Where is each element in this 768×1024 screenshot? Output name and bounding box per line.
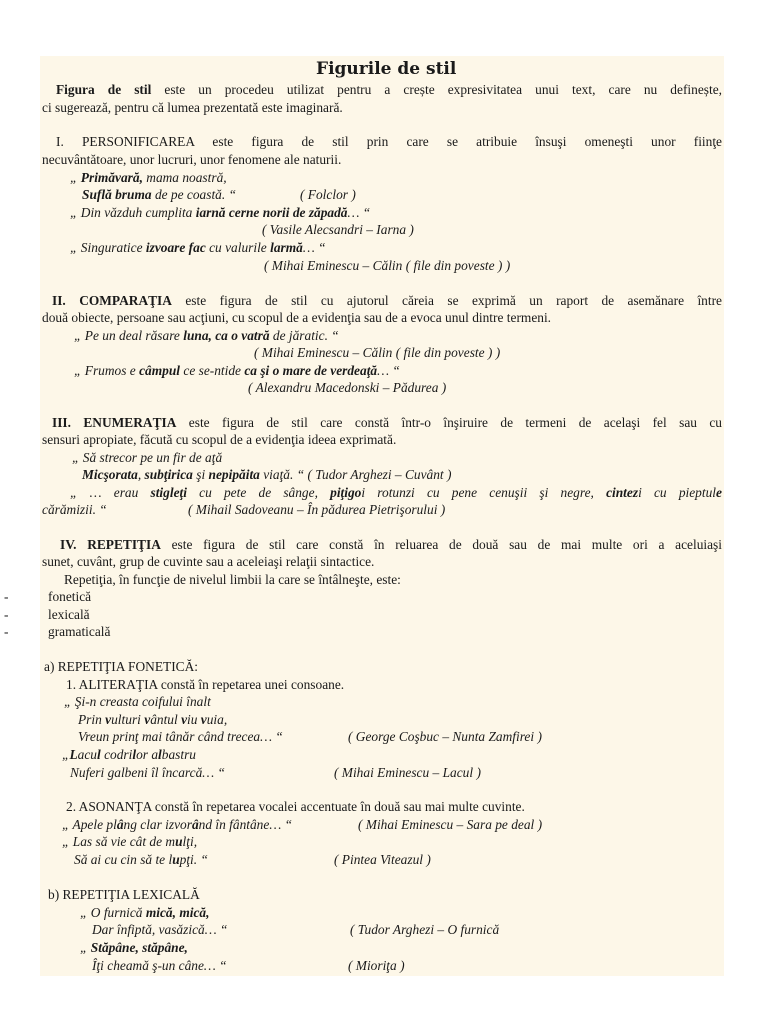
- personificarea-example-1: „ Primăvară, mama noastră,: [70, 170, 227, 185]
- enumeratia-def-1: III. ENUMERAŢIA este figura de stil care constă într-o înşiruire de termeni de acelaşi fel sau cu: [52, 415, 722, 430]
- personificarea-def-2: necuvântătoare, unor lucruri, unor fenomene ale naturii.: [42, 152, 342, 167]
- enumeratia-def-2: sensuri apropiate, făcută cu scopul de a evidenţia ideea exprimată.: [42, 432, 397, 447]
- enumeratia-example-1: „ Să strecor pe un fir de aţă: [72, 450, 223, 465]
- alliteration-definition: 1. ALITERAŢIA constă în repetarea unei consoane.: [66, 677, 345, 692]
- assonance-example-1: „ Apele plâng clar izvorând în fântâne… “: [62, 817, 293, 832]
- repetitia-heading: IV. REPETIŢIA: [60, 537, 161, 552]
- list-item: lexicală: [48, 607, 90, 622]
- enumeratia-source: ( Mihail Sadoveanu – În pădurea Pietrişorului ): [188, 502, 446, 517]
- enumeratia-example-2: Micşorata, subţirica şi nepipăita viaţă. “ ( Tudor Arghezi – Cuvânt ): [82, 467, 452, 482]
- comparatia-source-2: ( Alexandru Macedonski – Pădurea ): [248, 380, 447, 395]
- lexicala-example-1: „ O furnică mică, mică,: [80, 905, 210, 920]
- personificarea-source-3: ( Mihai Eminescu – Călin ( file din poveste ) ): [264, 258, 511, 273]
- alliteration-source-1: ( George Coşbuc – Nunta Zamfirei ): [348, 729, 542, 744]
- comparatia-example-2: „ Frumos e câmpul ce se-ntide ca şi o mare de verdeaţă… “: [74, 363, 400, 378]
- personificarea-heading: I. PERSONIFICAREA: [56, 134, 195, 149]
- lexicala-source-1: ( Tudor Arghezi – O furnică: [350, 922, 500, 937]
- personificarea-source-1: ( Folclor ): [300, 187, 356, 202]
- comparatia-source-1: ( Mihai Eminescu – Călin ( file din poveste ) ): [254, 345, 501, 360]
- lexicala-example-2: Dar înfiptă, vasăzică… “: [92, 922, 228, 937]
- alliteration-example-1: „ Şi-n creasta coifului înalt: [64, 694, 211, 709]
- enumeratia-heading: III. ENUMERAŢIA: [52, 415, 177, 430]
- list-item-dash: -: [4, 624, 9, 639]
- assonance-source-1: ( Mihai Eminescu – Sara pe deal ): [358, 817, 543, 832]
- comparatia-example-1: „ Pe un deal răsare luna, ca o vatră de jăratic. “: [74, 328, 339, 343]
- page-title: Figurile de stil: [316, 59, 457, 79]
- assonance-definition: 2. ASONANŢA constă în repetarea vocalei accentuate în două sau mai multe cuvinte.: [66, 799, 525, 814]
- list-item: gramaticală: [48, 624, 111, 639]
- intro-term: Figura de stil: [56, 82, 152, 97]
- alliteration-example-2: Prin vulturi vântul viu vuia,: [78, 712, 228, 727]
- comparatia-heading: II. COMPARAŢIA: [52, 293, 172, 308]
- assonance-source-2: ( Pintea Viteazul ): [334, 852, 431, 867]
- lexicala-source-2: ( Mioriţa ): [348, 958, 405, 973]
- personificarea-example-2: Suflă bruma de pe coastă. “: [82, 187, 237, 202]
- alliteration-source-2: ( Mihai Eminescu – Lacul ): [334, 765, 481, 780]
- personificarea-def-1: I. PERSONIFICAREA este figura de stil prin care se atribuie însuşi omeneşti unor fiinţe: [56, 134, 722, 149]
- enumeratia-example-4: cărămizii. “: [42, 502, 107, 517]
- list-item: fonetică: [48, 589, 92, 604]
- alliteration-example-5: Nuferi galbeni îl încarcă… “: [70, 765, 225, 780]
- intro-line-2: ci sugerează, pentru că lumea prezentată este imaginară.: [42, 100, 343, 115]
- intro-line-1: Figura de stil este un procedeu utilizat pentru a crește expresivitatea unui text, care nu definește,: [56, 82, 722, 97]
- lexicala-heading: b) REPETIŢIA LEXICALĂ: [48, 887, 200, 902]
- comparatia-def-1: II. COMPARAŢIA este figura de stil cu ajutorul căreia se exprimă un raport de asemănare între: [52, 293, 722, 308]
- alliteration-example-4: „Lacul codrilor albastru: [62, 747, 196, 762]
- fonetica-heading: a) REPETIŢIA FONETICĂ:: [44, 659, 198, 674]
- repetitia-def-2: sunet, cuvânt, grup de cuvinte sau a aceleiaşi relaţii sintactice.: [42, 554, 375, 569]
- list-item-dash: -: [4, 589, 9, 604]
- enumeratia-example-3: „ … erau stigleţi cu pete de sânge, piţigoi rotunzi cu pene cenuşii şi negre, cintezi cu pieptule: [70, 485, 722, 500]
- personificarea-example-4: „ Singuratice izvoare fac cu valurile larmă… “: [70, 240, 326, 255]
- repetitia-def-1: IV. REPETIŢIA este figura de stil care constă în reluarea de două sau de mai multe ori a aceluiaşi: [60, 537, 722, 552]
- lexicala-example-4: Îţi cheamă ş-un câne… “: [92, 958, 227, 973]
- assonance-example-3: Să ai cu cin să te lupţi. “: [74, 852, 208, 867]
- list-item-dash: -: [4, 607, 9, 622]
- assonance-example-2: „ Las să vie cât de mulţi,: [62, 834, 198, 849]
- personificarea-source-2: ( Vasile Alecsandri – Iarna ): [262, 222, 414, 237]
- lexicala-example-3: „ Stăpâne, stăpâne,: [80, 940, 188, 955]
- personificarea-example-3: „ Din văzduh cumplita iarnă cerne norii de zăpadă… “: [70, 205, 371, 220]
- repetitia-def-3: Repetiţia, în funcţie de nivelul limbii la care se întâlneşte, este:: [64, 572, 401, 587]
- alliteration-example-3: Vreun prinţ mai tânăr când trecea… “: [78, 729, 283, 744]
- comparatia-def-2: două obiecte, persoane sau acţiuni, cu scopul de a evidenţia sau de a evoca unul dintre termeni.: [42, 310, 552, 325]
